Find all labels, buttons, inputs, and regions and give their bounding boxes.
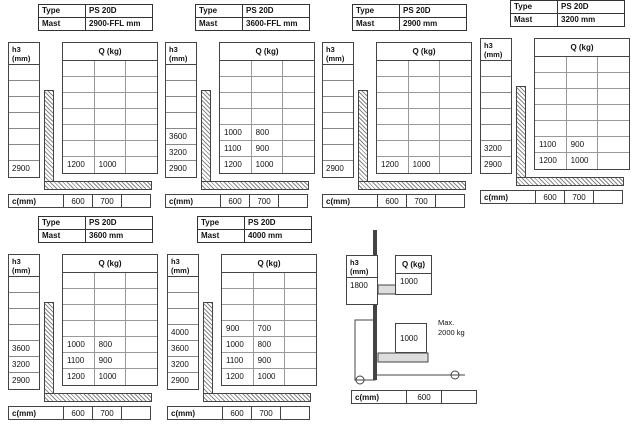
truck-legend-diagram bbox=[345, 225, 480, 405]
h3-cell bbox=[481, 109, 511, 125]
h3-column: h3 (mm) 2900 bbox=[322, 42, 354, 178]
fork-blade bbox=[516, 177, 624, 186]
q-row bbox=[222, 273, 316, 289]
h3-cell: 3600 bbox=[168, 341, 198, 357]
q-cell bbox=[598, 121, 629, 136]
q-row bbox=[377, 93, 471, 109]
q-cell bbox=[126, 305, 157, 320]
h3-column: h3 (mm) 4000 3600 3200 2900 bbox=[167, 254, 199, 390]
fork-mast bbox=[201, 90, 211, 190]
q-row bbox=[63, 305, 157, 321]
q-cell bbox=[535, 89, 567, 104]
fork-blade bbox=[201, 181, 309, 190]
q-row bbox=[377, 141, 471, 157]
q-cell bbox=[220, 93, 252, 108]
q-cell bbox=[63, 61, 95, 76]
q-cell bbox=[95, 273, 127, 288]
q-grid: Q (kg) 900 700 1000 800 1100 900 1200 1000 bbox=[221, 254, 317, 386]
q-cell bbox=[377, 141, 409, 156]
q-cell bbox=[126, 157, 157, 173]
q-cell bbox=[254, 305, 286, 320]
q-cell bbox=[95, 305, 127, 320]
h3-cell: 2900 bbox=[484, 160, 502, 169]
h3-column: h3 (mm) 3200 2900 bbox=[480, 38, 512, 174]
q-cell bbox=[535, 73, 567, 88]
q-cell: 800 bbox=[95, 337, 127, 352]
q-cell: 800 bbox=[254, 337, 286, 352]
panel-header: Type PS 20D Mast 4000 mm bbox=[197, 216, 312, 243]
h3-cell bbox=[481, 61, 511, 77]
q-row bbox=[377, 109, 471, 125]
h3-cell bbox=[166, 81, 196, 97]
q-cell bbox=[126, 273, 157, 288]
h3-cell bbox=[323, 97, 353, 113]
h3-cell: 3600 bbox=[9, 341, 39, 357]
q-cell bbox=[63, 125, 95, 140]
q-cell bbox=[285, 289, 316, 304]
q-cell bbox=[409, 125, 441, 140]
fork-mast bbox=[516, 86, 526, 186]
fork-mast bbox=[44, 90, 54, 190]
q-cell bbox=[222, 273, 254, 288]
q-cell bbox=[254, 289, 286, 304]
panel-header: Type PS 20D Mast 2900 mm bbox=[352, 4, 467, 31]
h3-cell bbox=[9, 113, 39, 129]
q-cell bbox=[598, 153, 629, 169]
q-row bbox=[63, 337, 157, 353]
h3-cell: 2900 bbox=[171, 376, 189, 385]
q-cell: 1000 bbox=[222, 337, 254, 352]
truck-body bbox=[355, 320, 375, 380]
q-cell bbox=[126, 369, 157, 385]
q-row bbox=[535, 73, 629, 89]
q-cell bbox=[252, 61, 284, 76]
q-cell bbox=[283, 157, 314, 173]
q-row bbox=[220, 125, 314, 141]
q-cell bbox=[126, 337, 157, 352]
c-row: c(mm) 600 700 bbox=[322, 194, 465, 208]
q-row bbox=[63, 369, 157, 385]
h3-cell bbox=[166, 65, 196, 81]
h3-cell bbox=[323, 145, 353, 161]
q-cell bbox=[285, 305, 316, 320]
h3-cell bbox=[481, 93, 511, 109]
q-cell: 700 bbox=[254, 321, 286, 336]
q-cell bbox=[222, 305, 254, 320]
q-row bbox=[377, 157, 471, 173]
q-cell bbox=[440, 77, 471, 92]
q-row bbox=[535, 105, 629, 121]
q-cell bbox=[95, 141, 127, 156]
q-cell: 1000 bbox=[63, 337, 95, 352]
q-row bbox=[377, 61, 471, 77]
h3-cell: 2900 bbox=[12, 376, 30, 385]
q-cell: 1000 bbox=[95, 369, 127, 385]
q-row bbox=[220, 77, 314, 93]
q-cell bbox=[283, 125, 314, 140]
q-cell bbox=[63, 305, 95, 320]
q-grid: Q (kg) 1200 1000 bbox=[62, 42, 158, 174]
q-cell bbox=[440, 61, 471, 76]
q-row bbox=[222, 337, 316, 353]
q-cell bbox=[567, 57, 599, 72]
h3-cell bbox=[323, 65, 353, 81]
q-cell: 900 bbox=[567, 137, 599, 152]
q-row bbox=[63, 109, 157, 125]
q-cell bbox=[283, 109, 314, 124]
q-row bbox=[63, 273, 157, 289]
panel-header: Type PS 20D Mast 2900-FFL mm bbox=[38, 4, 153, 31]
h3-cell bbox=[9, 81, 39, 97]
h3-cell bbox=[9, 65, 39, 81]
q-cell bbox=[220, 61, 252, 76]
q-grid: Q (kg) 1200 1000 bbox=[376, 42, 472, 174]
q-grid: Q (kg) 1100 900 1200 1000 bbox=[534, 38, 630, 170]
q-cell bbox=[598, 105, 629, 120]
q-cell bbox=[254, 273, 286, 288]
h3-cell: 2900 bbox=[326, 164, 344, 173]
q-cell bbox=[567, 105, 599, 120]
q-row bbox=[63, 77, 157, 93]
q-cell bbox=[440, 157, 471, 173]
q-row bbox=[222, 369, 316, 385]
q-row bbox=[222, 289, 316, 305]
q-cell bbox=[598, 137, 629, 152]
q-cell bbox=[95, 289, 127, 304]
q-row bbox=[63, 321, 157, 337]
q-cell bbox=[63, 141, 95, 156]
h3-cell bbox=[9, 145, 39, 161]
panel-header: Type PS 20D Mast 3600 mm bbox=[38, 216, 153, 243]
h3-column: h3 (mm) 2900 bbox=[8, 42, 40, 178]
panel-header: Type PS 20D Mast 3200 mm bbox=[510, 0, 625, 27]
q-cell: 1200 bbox=[220, 157, 252, 173]
q-row bbox=[63, 141, 157, 157]
q-cell bbox=[567, 89, 599, 104]
q-cell bbox=[126, 77, 157, 92]
q-row bbox=[535, 153, 629, 169]
fork-blade bbox=[203, 393, 311, 402]
q-row bbox=[377, 77, 471, 93]
q-cell: 1200 bbox=[535, 153, 567, 169]
q-cell bbox=[220, 77, 252, 92]
q-row bbox=[535, 121, 629, 137]
q-cell bbox=[409, 141, 441, 156]
q-row bbox=[222, 321, 316, 337]
q-cell: 900 bbox=[252, 141, 284, 156]
q-cell: 1100 bbox=[63, 353, 95, 368]
q-cell bbox=[440, 141, 471, 156]
q-grid: Q (kg) 1000 800 1100 900 1200 1000 bbox=[219, 42, 315, 174]
q-cell bbox=[63, 273, 95, 288]
h3-cell bbox=[9, 97, 39, 113]
h3-column: h3 (mm) 3600 3200 2900 bbox=[165, 42, 197, 178]
q-row bbox=[63, 353, 157, 369]
q-cell: 800 bbox=[252, 125, 284, 140]
fork-mast bbox=[358, 90, 368, 190]
h3-cell bbox=[166, 97, 196, 113]
q-cell: 900 bbox=[95, 353, 127, 368]
q-cell bbox=[63, 289, 95, 304]
h3-cell bbox=[323, 113, 353, 129]
q-row bbox=[63, 157, 157, 173]
q-cell bbox=[535, 57, 567, 72]
q-cell bbox=[126, 141, 157, 156]
lower-fork bbox=[378, 353, 428, 362]
q-cell bbox=[95, 125, 127, 140]
q-cell bbox=[440, 93, 471, 108]
q-cell: 1200 bbox=[377, 157, 409, 173]
q-cell bbox=[95, 109, 127, 124]
fork-mast bbox=[44, 302, 54, 402]
q-cell: 1200 bbox=[63, 369, 95, 385]
q-cell bbox=[409, 77, 441, 92]
q-cell bbox=[377, 125, 409, 140]
q-cell bbox=[63, 93, 95, 108]
h3-column: h3 (mm) 3600 3200 2900 bbox=[8, 254, 40, 390]
h3-cell bbox=[323, 129, 353, 145]
q-row bbox=[220, 109, 314, 125]
q-cell: 900 bbox=[254, 353, 286, 368]
q-cell bbox=[283, 77, 314, 92]
q-cell bbox=[567, 73, 599, 88]
q-cell bbox=[126, 321, 157, 336]
h3-cell: 3200 bbox=[168, 357, 198, 373]
h3-cell bbox=[9, 277, 39, 293]
q-cell bbox=[377, 93, 409, 108]
q-cell bbox=[95, 321, 127, 336]
q-cell bbox=[283, 93, 314, 108]
fork-blade bbox=[44, 181, 152, 190]
q-cell bbox=[95, 61, 127, 76]
q-cell bbox=[409, 93, 441, 108]
h3-cell bbox=[9, 325, 39, 341]
legend-load-box: 1000 bbox=[395, 323, 427, 353]
q-cell bbox=[409, 109, 441, 124]
h3-cell bbox=[9, 129, 39, 145]
q-cell bbox=[440, 109, 471, 124]
q-cell bbox=[220, 109, 252, 124]
q-cell bbox=[409, 61, 441, 76]
c-row: c(mm) 600 700 bbox=[480, 190, 623, 204]
q-cell bbox=[252, 77, 284, 92]
q-grid: Q (kg) 1000 800 1100 900 1200 1000 bbox=[62, 254, 158, 386]
q-row bbox=[220, 61, 314, 77]
q-cell bbox=[126, 93, 157, 108]
q-cell bbox=[222, 289, 254, 304]
q-cell bbox=[535, 105, 567, 120]
h3-cell bbox=[9, 309, 39, 325]
q-cell bbox=[63, 77, 95, 92]
c-row: c(mm) 600 700 bbox=[167, 406, 310, 420]
h3-cell bbox=[481, 77, 511, 93]
q-cell bbox=[285, 321, 316, 336]
q-cell: 900 bbox=[222, 321, 254, 336]
q-cell bbox=[285, 337, 316, 352]
q-cell: 1000 bbox=[409, 157, 441, 173]
q-row bbox=[220, 157, 314, 173]
fork-blade bbox=[44, 393, 152, 402]
q-cell bbox=[252, 109, 284, 124]
h3-cell bbox=[323, 81, 353, 97]
q-cell bbox=[285, 369, 316, 385]
panel-header: Type PS 20D Mast 3600-FFL mm bbox=[195, 4, 310, 31]
h3-cell: 3200 bbox=[166, 145, 196, 161]
q-cell bbox=[567, 121, 599, 136]
q-cell bbox=[126, 61, 157, 76]
q-row bbox=[535, 137, 629, 153]
q-cell bbox=[377, 61, 409, 76]
q-cell: 1100 bbox=[222, 353, 254, 368]
q-cell bbox=[63, 109, 95, 124]
q-row bbox=[63, 93, 157, 109]
h3-cell: 3200 bbox=[481, 141, 511, 157]
q-cell: 1000 bbox=[254, 369, 286, 385]
q-row bbox=[63, 61, 157, 77]
q-cell bbox=[598, 57, 629, 72]
q-cell bbox=[598, 73, 629, 88]
q-cell bbox=[126, 353, 157, 368]
q-cell: 1100 bbox=[535, 137, 567, 152]
h3-cell bbox=[168, 277, 198, 293]
q-cell: 1000 bbox=[567, 153, 599, 169]
q-row bbox=[377, 125, 471, 141]
q-cell bbox=[598, 89, 629, 104]
q-cell bbox=[377, 77, 409, 92]
c-row: c(mm) 600 700 bbox=[8, 194, 151, 208]
fork-mast bbox=[203, 302, 213, 402]
h3-cell: 3200 bbox=[9, 357, 39, 373]
q-cell bbox=[285, 273, 316, 288]
h3-cell bbox=[168, 309, 198, 325]
q-row bbox=[63, 289, 157, 305]
q-cell bbox=[95, 93, 127, 108]
q-row bbox=[63, 125, 157, 141]
h3-cell: 3600 bbox=[166, 129, 196, 145]
q-cell bbox=[126, 125, 157, 140]
q-cell bbox=[283, 141, 314, 156]
q-row bbox=[220, 93, 314, 109]
q-cell bbox=[126, 109, 157, 124]
legend-q-box: Q (kg) 1000 bbox=[395, 255, 432, 295]
q-cell: 1000 bbox=[95, 157, 127, 173]
q-cell bbox=[440, 125, 471, 140]
q-cell: 1200 bbox=[63, 157, 95, 173]
q-row bbox=[535, 89, 629, 105]
h3-cell: 4000 bbox=[168, 325, 198, 341]
h3-cell: 2900 bbox=[12, 164, 30, 173]
q-cell bbox=[535, 121, 567, 136]
h3-cell bbox=[166, 113, 196, 129]
h3-cell: 2900 bbox=[169, 164, 187, 173]
c-row: c(mm) 600 700 bbox=[165, 194, 308, 208]
legend-max-label: Max. 2000 kg bbox=[438, 318, 465, 337]
q-cell bbox=[285, 353, 316, 368]
q-cell bbox=[283, 61, 314, 76]
q-row bbox=[220, 141, 314, 157]
h3-cell bbox=[168, 293, 198, 309]
q-row bbox=[222, 305, 316, 321]
h3-cell bbox=[481, 125, 511, 141]
q-cell bbox=[63, 321, 95, 336]
q-cell bbox=[377, 109, 409, 124]
q-cell: 1100 bbox=[220, 141, 252, 156]
q-cell bbox=[252, 93, 284, 108]
legend-h3-box: h3 (mm) 1800 bbox=[346, 255, 378, 305]
c-row: c(mm) 600 700 bbox=[8, 406, 151, 420]
q-cell bbox=[95, 77, 127, 92]
q-cell: 1000 bbox=[252, 157, 284, 173]
q-cell: 1200 bbox=[222, 369, 254, 385]
q-row bbox=[535, 57, 629, 73]
q-cell bbox=[126, 289, 157, 304]
fork-blade bbox=[358, 181, 466, 190]
q-cell: 1000 bbox=[220, 125, 252, 140]
h3-cell bbox=[9, 293, 39, 309]
legend-c-row: c(mm) 600 bbox=[351, 390, 477, 404]
q-row bbox=[222, 353, 316, 369]
